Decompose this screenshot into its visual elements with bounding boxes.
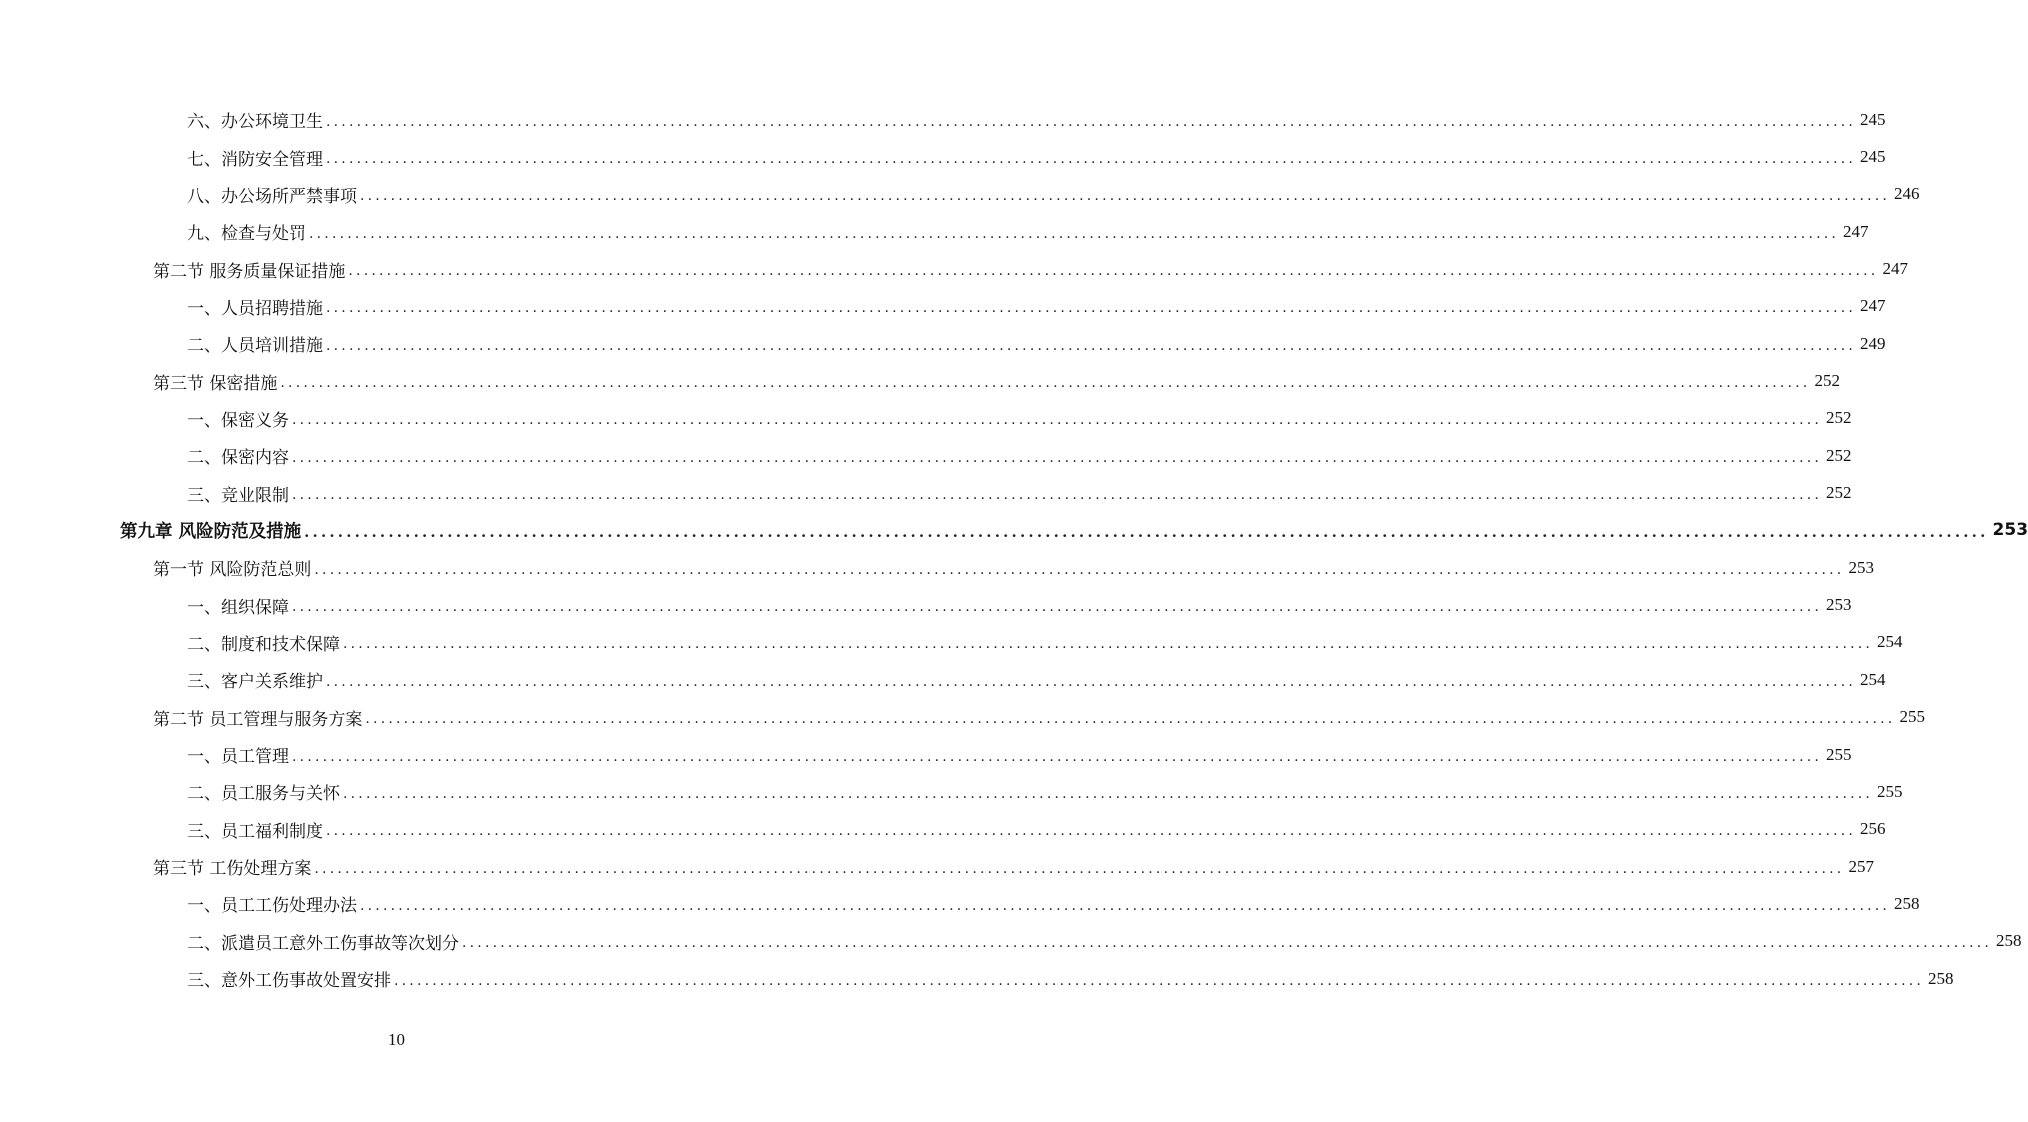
toc-entry[interactable] [0,586,1852,623]
toc-entry-page: 255 [1877,781,1903,801]
toc-entry-page: 257 [1848,856,1874,876]
dot-leader: ........................................................................................................................................................................................................ [292,412,1823,429]
toc-entry-page: 245 [1860,109,1886,129]
toc-entry-title: 二、员工服务与关怀 [187,779,343,804]
dot-leader: ........................................................................................................................................................................................................ [394,972,1925,989]
toc-entry-title: 第三节 保密措施 [153,369,280,394]
toc-entry-title: 第一节 风险防范总则 [153,555,314,580]
toc-entry-title: 三、员工福利制度 [187,817,326,842]
dot-leader: ........................................................................................................................................................................................................ [360,897,1891,914]
dot-leader: ........................................................................................................................................................................................................ [326,300,1857,317]
toc-entry-title: 二、保密内容 [187,443,292,468]
toc-entry-page: 256 [1860,819,1886,839]
toc-entry[interactable] [0,736,1852,773]
toc-entry-page: 254 [1877,632,1903,652]
toc-entry-title: 九、检查与处罚 [187,219,309,244]
toc-entry-title: 一、组织保障 [187,593,292,618]
toc-entry-title: 二、人员培训措施 [187,331,326,356]
toc-entry[interactable] [0,362,1840,399]
dot-leader: ........................................................................................................................................................................................................ [304,522,1989,541]
toc-entry-title: 七、消防安全管理 [187,145,326,170]
toc-entry[interactable] [0,325,1886,362]
dot-leader: ........................................................................................................................................................................................................ [343,785,1874,802]
toc-entry-title: 六、办公环境卫生 [187,107,326,132]
toc-entry[interactable] [0,101,1886,138]
toc-entry-page: 258 [1894,893,1920,913]
toc-entry-page: 255 [1826,744,1852,764]
toc-entry[interactable] [0,811,1886,848]
toc-entry[interactable] [0,885,1920,922]
toc-entry-page: 252 [1826,445,1852,465]
toc-entry-page: 252 [1826,483,1852,503]
toc-entry-title: 一、人员招聘措施 [187,294,326,319]
dot-leader: ........................................................................................................................................................................................................ [309,225,1840,242]
toc-entry-title: 二、制度和技术保障 [187,630,343,655]
table-of-contents [0,101,2028,997]
toc-entry[interactable] [0,624,1903,661]
dot-leader: ........................................................................................................................................................................................................ [326,337,1857,354]
toc-entry-title: 第九章 风险防范及措施 [120,518,304,543]
toc-entry[interactable] [0,549,1874,586]
toc-entry-title: 三、意外工伤事故处置安排 [187,966,394,991]
dot-leader: ........................................................................................................................................................................................................ [343,636,1874,653]
toc-entry-title: 三、竞业限制 [187,481,292,506]
dot-leader: ........................................................................................................................................................................................................ [348,263,1879,280]
toc-entry-page: 246 [1894,184,1920,204]
dot-leader: ........................................................................................................................................................................................................ [326,673,1857,690]
toc-entry[interactable] [0,661,1886,698]
toc-entry-page: 253 [1992,520,2028,541]
dot-leader: ........................................................................................................................................................................................................ [462,935,1993,952]
toc-entry-title: 八、办公场所严禁事项 [187,182,360,207]
page-number: 10 [388,1030,405,1049]
toc-entry[interactable] [0,474,1852,511]
toc-entry[interactable] [0,138,1886,175]
dot-leader: ........................................................................................................................................................................................................ [292,487,1823,504]
toc-entry-page: 254 [1860,669,1886,689]
toc-entry[interactable] [0,773,1903,810]
toc-entry-page: 245 [1860,147,1886,167]
toc-entry[interactable] [0,512,2028,549]
dot-leader: ........................................................................................................................................................................................................ [314,561,1845,578]
toc-entry-page: 255 [1899,707,1925,727]
dot-leader: ........................................................................................................................................................................................................ [292,599,1823,616]
toc-entry[interactable] [0,960,1954,997]
toc-entry-title: 第二节 服务质量保证措施 [153,257,348,282]
toc-entry-page: 247 [1882,259,1908,279]
toc-entry[interactable] [0,250,1908,287]
dot-leader: ........................................................................................................................................................................................................ [326,113,1857,130]
toc-entry-title: 二、派遣员工意外工伤事故等次划分 [187,929,462,954]
toc-entry-title: 第二节 员工管理与服务方案 [153,705,365,730]
toc-entry-title: 一、保密义务 [187,406,292,431]
dot-leader: ........................................................................................................................................................................................................ [326,823,1857,840]
toc-entry-page: 258 [1928,968,1954,988]
toc-entry-page: 252 [1814,371,1840,391]
toc-entry-page: 258 [1996,931,2022,951]
toc-entry[interactable] [0,288,1886,325]
toc-entry[interactable] [0,699,1925,736]
toc-entry[interactable] [0,176,1920,213]
toc-entry-title: 一、员工工伤处理办法 [187,891,360,916]
toc-entry-page: 249 [1860,333,1886,353]
dot-leader: ........................................................................................................................................................................................................ [326,151,1857,168]
dot-leader: ........................................................................................................................................................................................................ [280,375,1811,392]
toc-entry[interactable] [0,213,1869,250]
toc-entry[interactable] [0,848,1874,885]
dot-leader: ........................................................................................................................................................................................................ [360,188,1891,205]
toc-entry[interactable] [0,400,1852,437]
toc-entry-page: 247 [1843,221,1869,241]
toc-entry-page: 252 [1826,408,1852,428]
toc-entry-title: 一、员工管理 [187,742,292,767]
toc-entry-page: 253 [1848,557,1874,577]
toc-entry-title: 三、客户关系维护 [187,667,326,692]
toc-entry[interactable] [0,923,2022,960]
toc-entry[interactable] [0,437,1852,474]
toc-entry-title: 第三节 工伤处理方案 [153,854,314,879]
dot-leader: ........................................................................................................................................................................................................ [292,449,1823,466]
toc-entry-page: 253 [1826,595,1852,615]
dot-leader: ........................................................................................................................................................................................................ [292,748,1823,765]
toc-entry-page: 247 [1860,296,1886,316]
dot-leader: ........................................................................................................................................................................................................ [365,711,1896,728]
dot-leader: ........................................................................................................................................................................................................ [314,860,1845,877]
